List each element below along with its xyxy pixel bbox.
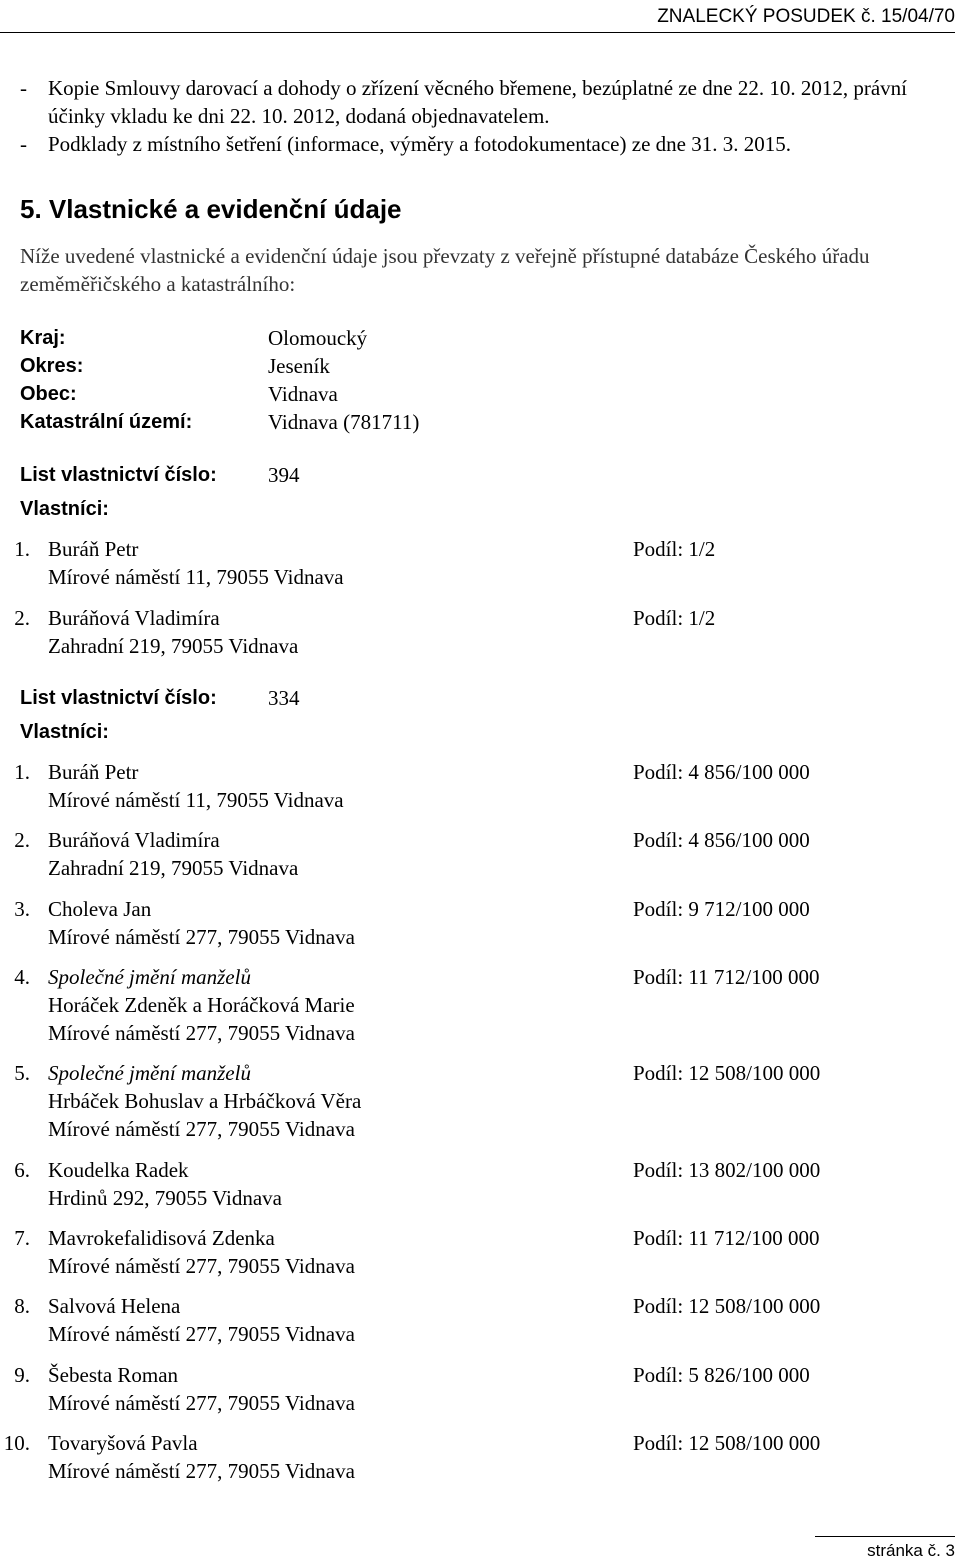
location-key: Okres: [20,355,84,377]
owner-share: Podíl: 9 712/100 000 [633,897,810,921]
source-item [20,130,945,158]
location-value: Vidnava (781711) [268,410,420,434]
owner-number: 2. [14,606,30,630]
location-key: Kraj: [20,327,66,349]
section-intro: Níže uvedené vlastnické a evidenční údaje jsou převzaty z veřejně přístupné databáze Českého úřadu zeměměřičského a katastrálního: [20,244,870,296]
owner-address: Hrdinů 292, 79055 Vidnava [48,1186,282,1210]
owner-address: Zahradní 219, 79055 Vidnava [48,856,299,880]
lv-334-header [20,684,620,712]
owner-name: Mavrokefalidisová Zdenka [48,1226,275,1250]
owner-share: Podíl: 11 712/100 000 [633,965,820,989]
owner-number: 3. [14,897,30,921]
owner-number: 6. [14,1158,30,1182]
owner-address: Mírové náměstí 11, 79055 Vidnava [48,565,344,589]
owner-name: Buráňová Vladimíra [48,606,220,630]
owner-name: Tovaryšová Pavla [48,1431,198,1455]
owner-name: Buráň Petr [48,537,139,561]
source-item-text: Podklady z místního šetření (informace, výměry a fotodokumentace) ze dne 31. 3. 2015. [48,132,791,156]
location-row-okres [20,352,620,380]
owner-address: Mírové náměstí 277, 79055 Vidnava [48,925,355,949]
section-title: 5. Vlastnické a evidenční údaje [20,194,402,224]
owner-number: 7. [14,1226,30,1250]
owners-label: Vlastníci: [20,498,109,520]
owner-share: Podíl: 13 802/100 000 [633,1158,821,1182]
lv-394-header [20,461,620,489]
location-value: Vidnava [268,382,338,406]
owner-persons: Horáček Zdeněk a Horáčková Marie [48,993,355,1017]
lv-label: List vlastnictví číslo: [20,687,217,709]
owner-name: Buráň Petr [48,760,139,784]
source-item [20,74,945,130]
owner-name: Choleva Jan [48,897,152,921]
owner-address: Mírové náměstí 277, 79055 Vidnava [48,1391,355,1415]
owner-number: 5. [14,1061,30,1085]
owner-address: Mírové náměstí 277, 79055 Vidnava [48,1021,355,1045]
page-header [0,2,955,33]
owner-name: Salvová Helena [48,1294,181,1318]
owners-label: Vlastníci: [20,721,109,743]
owner-number: 8. [14,1294,30,1318]
location-key: Obec: [20,383,77,405]
header-title: ZNALECKÝ POSUDEK č. 15/04/70 [657,6,955,27]
owner-address: Zahradní 219, 79055 Vidnava [48,634,299,658]
owner-address: Mírové náměstí 277, 79055 Vidnava [48,1117,355,1141]
lv-label: List vlastnictví číslo: [20,464,217,486]
owner-name: Buráňová Vladimíra [48,828,220,852]
page-footer [815,1536,955,1565]
owner-number: 1. [14,760,30,784]
location-key: Katastrální území: [20,411,193,433]
lv-number: 334 [268,686,300,710]
owner-share: Podíl: 4 856/100 000 [633,828,810,852]
owner-number: 2. [14,828,30,852]
owner-share: Podíl: 11 712/100 000 [633,1226,820,1250]
owner-share: Podíl: 5 826/100 000 [633,1363,810,1387]
owner-address: Mírové náměstí 277, 79055 Vidnava [48,1322,355,1346]
owner-address: Mírové náměstí 277, 79055 Vidnava [48,1459,355,1483]
owner-number: 4. [14,965,30,989]
source-item-text: Kopie Smlouvy darovací a dohody o zřízení věcného břemene, bezúplatné ze dne 22. 10. 2012, právní účinky vkladu ke dni 22. 10. 2012, dodaná objednavatelem. [48,76,907,128]
owner-share: Podíl: 12 508/100 000 [633,1431,821,1455]
owner-number: 1. [14,537,30,561]
location-row-kraj [20,324,620,352]
owner-share: Podíl: 12 508/100 000 [633,1294,821,1318]
list-dash: - [20,132,27,156]
location-value: Olomoucký [268,326,368,350]
owner-number: 9. [14,1363,30,1387]
location-value: Jeseník [268,354,330,378]
owner-share: Podíl: 1/2 [633,606,716,630]
owner-share: Podíl: 12 508/100 000 [633,1061,821,1085]
owner-name: Šebesta Roman [48,1363,179,1387]
page-number: stránka č. 3 [867,1541,955,1560]
owner-name: Společné jmění manželů [48,1061,251,1085]
owner-share: Podíl: 1/2 [633,537,716,561]
owner-share: Podíl: 4 856/100 000 [633,760,810,784]
owner-persons: Hrbáček Bohuslav a Hrbáčková Věra [48,1089,362,1113]
owner-address: Mírové náměstí 11, 79055 Vidnava [48,788,344,812]
owner-address: Mírové náměstí 277, 79055 Vidnava [48,1254,355,1278]
location-row-katastralni-uzemi [20,408,620,436]
owner-name: Koudelka Radek [48,1158,189,1182]
owner-name: Společné jmění manželů [48,965,251,989]
source-list [20,74,945,158]
location-row-obec [20,380,620,408]
owner-number: 10. [3,1431,30,1455]
list-dash: - [20,76,27,100]
lv-number: 394 [268,463,300,487]
